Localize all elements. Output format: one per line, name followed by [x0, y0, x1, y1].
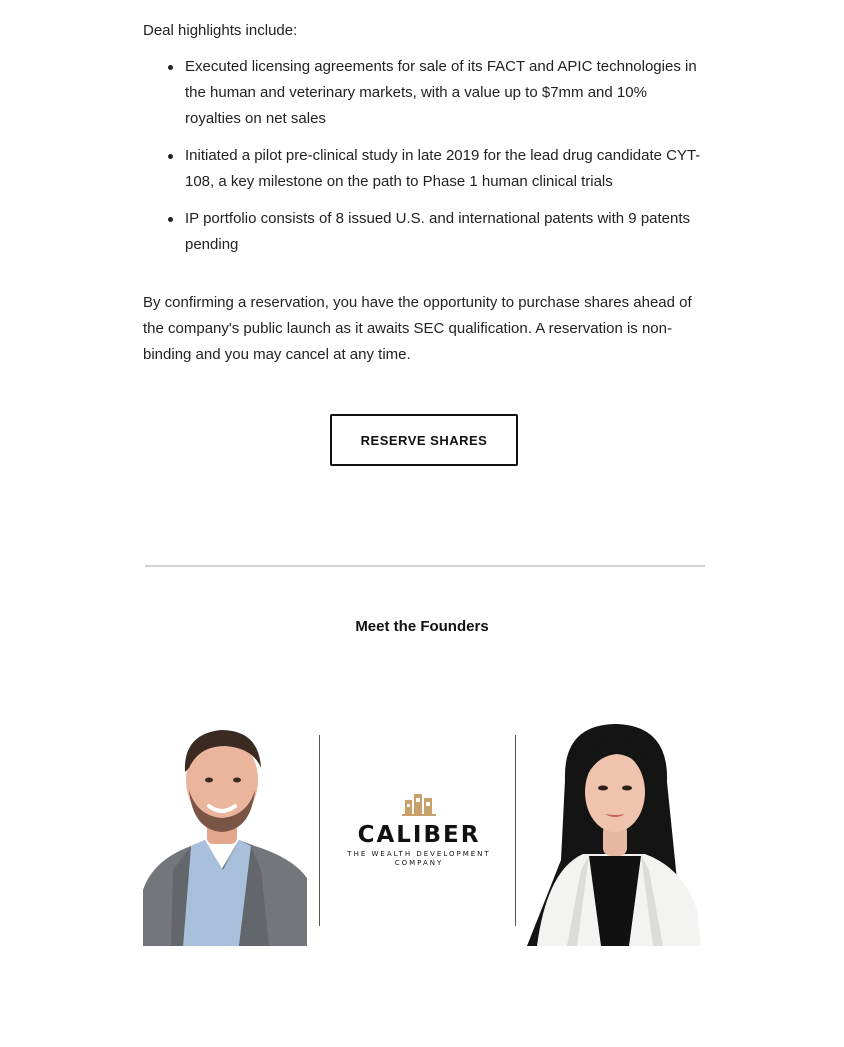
cta-container: [330, 414, 518, 466]
list-item: Initiated a pilot pre-clinical study in late 2019 for the lead drug candidate CYT-108, a key milestone on the path to Phase 1 human clinical trials: [185, 143, 705, 195]
reservation-paragraph: By confirming a reservation, you have the opportunity to purchase shares ahead of the company's public launch as it awaits SEC qualification. A reservation is non-binding and you may cancel at any time.: [143, 294, 692, 363]
reserve-shares-button[interactable]: RESERVE SHARES: [330, 414, 518, 466]
highlights-intro: Deal highlights include:: [143, 22, 298, 39]
founder-photo-right: [527, 720, 701, 946]
logo-tagline-2: COMPANY: [394, 859, 444, 867]
logo-tagline: THE WEALTH DEVELOPMENT: [347, 850, 491, 858]
founders-divider-left: [319, 735, 320, 926]
highlights-list: [143, 54, 705, 258]
list-item: Executed licensing agreements for sale of its FACT and APIC technologies in the human and veterinary markets, with a value up to $7mm and 10% royalties on net sales: [185, 54, 705, 132]
list-item: IP portfolio consists of 8 issued U.S. and international patents with 9 patents pending: [185, 206, 705, 258]
founders-banner: [143, 720, 703, 946]
founder-photo-left: [143, 720, 307, 946]
caliber-logo: [331, 790, 507, 868]
section-divider: [145, 565, 705, 567]
logo-wordmark: CALIBER: [357, 822, 481, 848]
founders-title: Meet the Founders: [355, 618, 489, 635]
founders-divider-right: [515, 735, 516, 926]
deal-highlights-section: [143, 18, 705, 269]
building-icon: [399, 790, 439, 816]
